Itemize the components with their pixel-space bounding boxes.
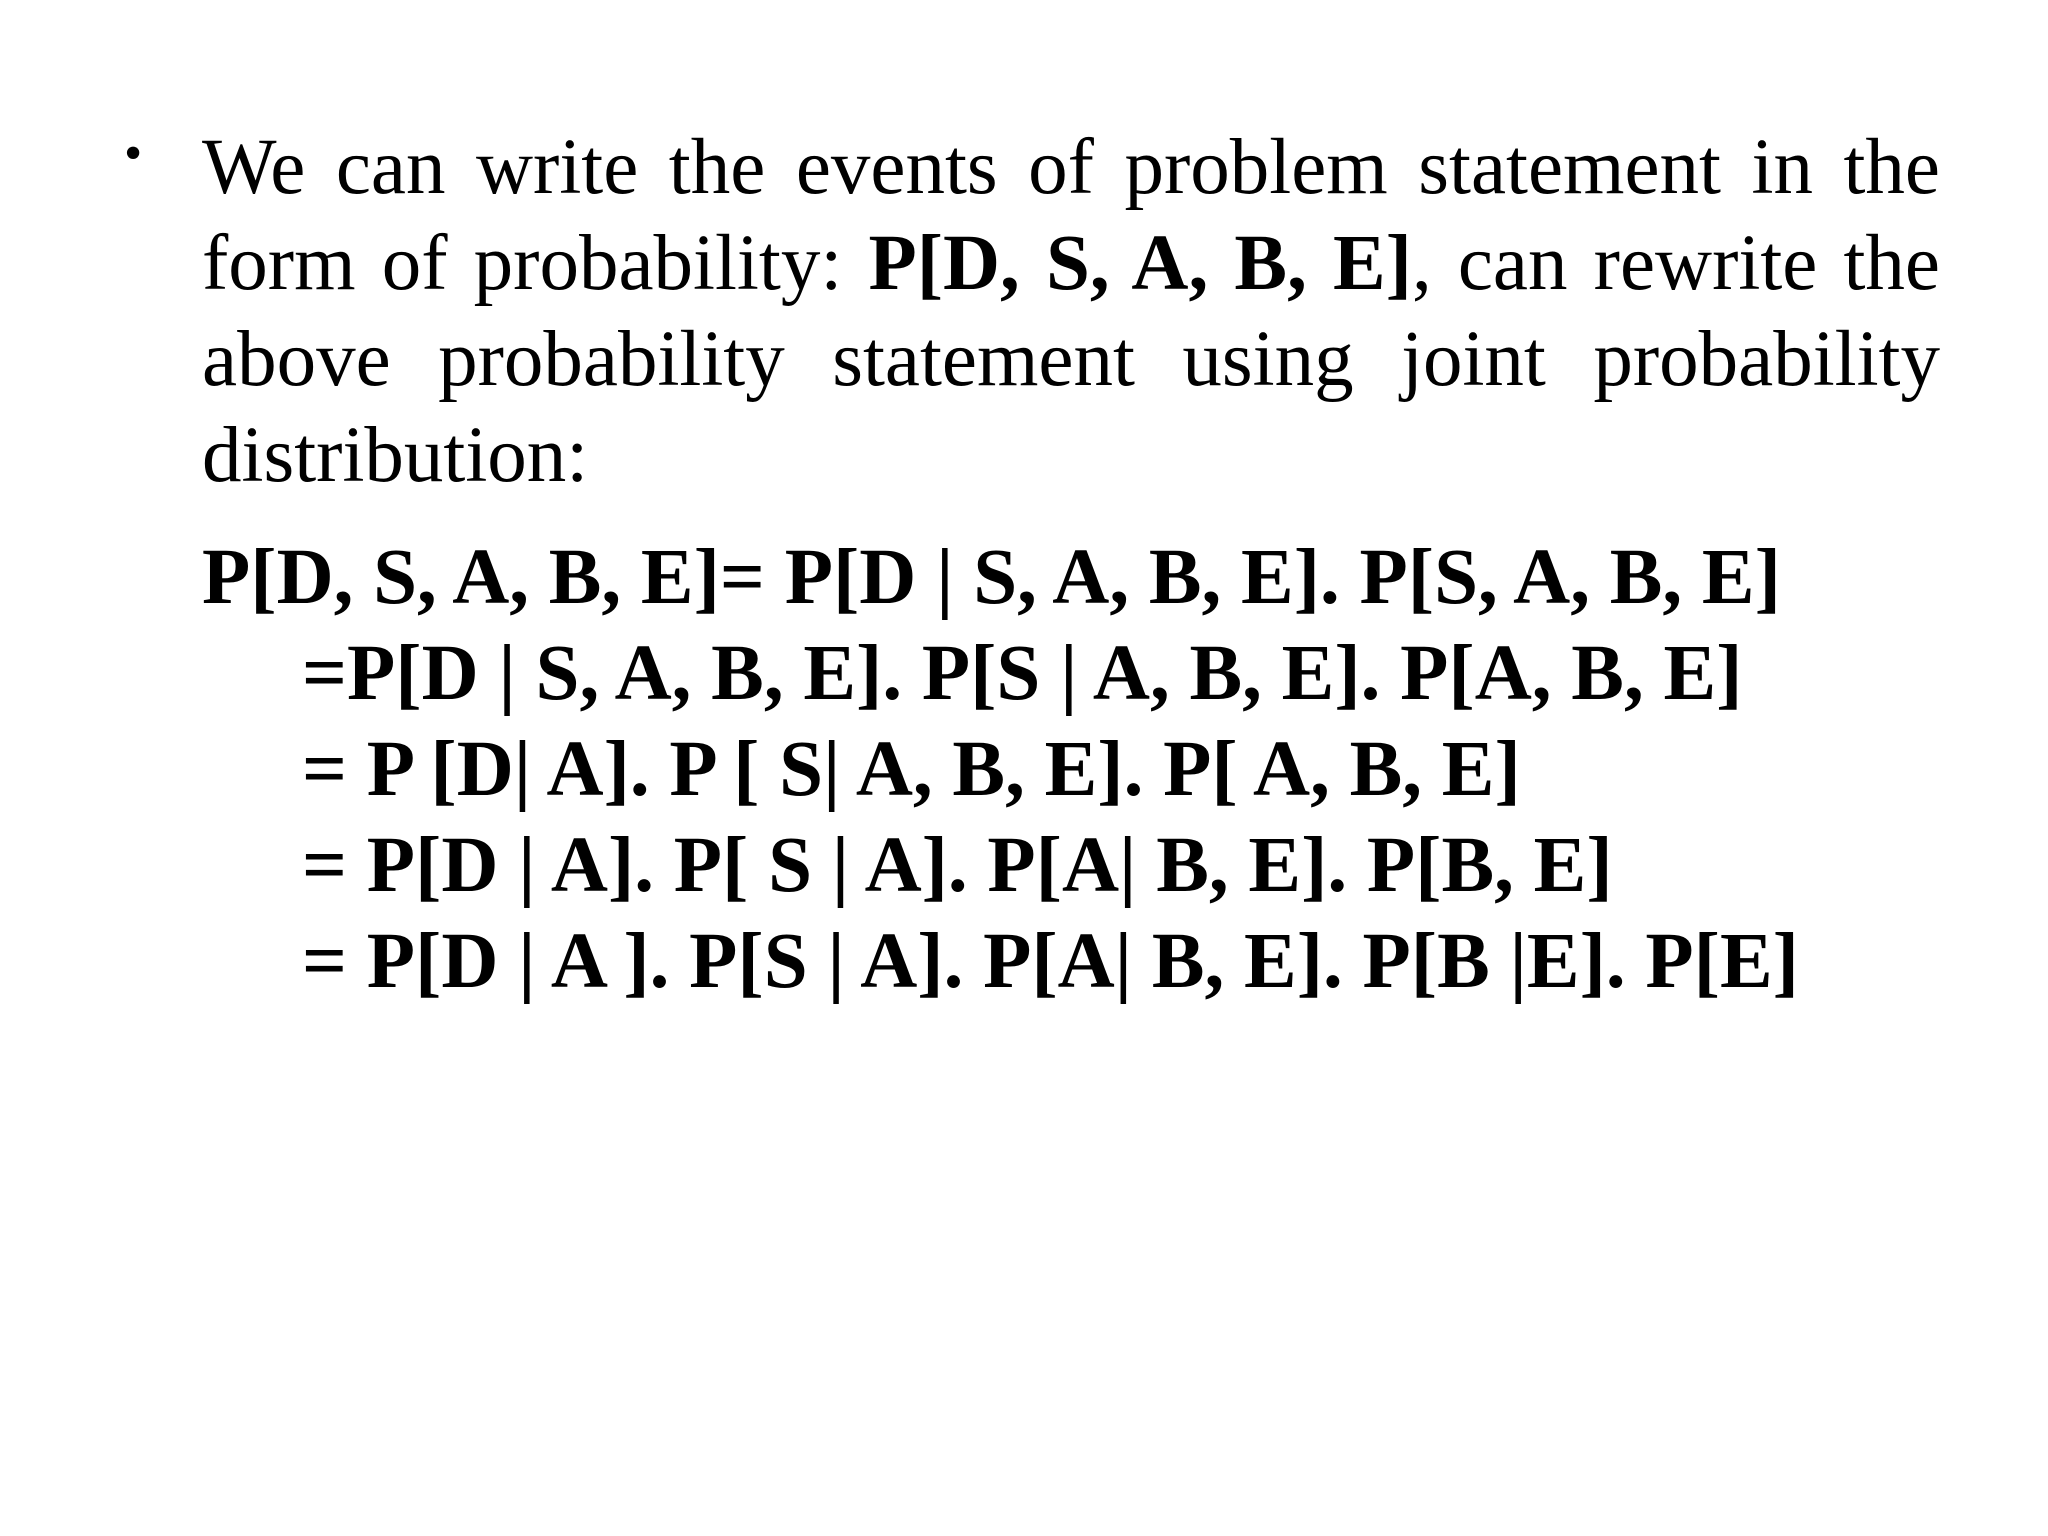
- paragraph-bold-expression: P[D, S, A, B, E]: [868, 220, 1412, 307]
- bullet-paragraph: [202, 120, 1940, 504]
- equation-line-3: = P [D| A]. P [ S| A, B, E]. P[ A, B, E]: [302, 726, 1521, 813]
- bullet-point: •: [124, 125, 143, 182]
- equation-line-5: = P[D | A ]. P[S | A]. P[A| B, E]. P[B |E]. P[E]: [302, 918, 1799, 1005]
- paragraph-text-start: We can write the events of problem statement in the form of probability:: [202, 124, 1940, 307]
- equation-line-1: P[D, S, A, B, E]= P[D | S, A, B, E]. P[S, A, B, E]: [202, 534, 1781, 621]
- equation-line-2: =P[D | S, A, B, E]. P[S | A, B, E]. P[A, B, E]: [302, 630, 1743, 717]
- equation-line-4: = P[D | A]. P[ S | A]. P[A| B, E]. P[B, E]: [302, 822, 1613, 909]
- paragraph-text-end: , can rewrite the above probability statement using joint probability distribution:: [202, 220, 1940, 499]
- equation-block: [202, 530, 1799, 1010]
